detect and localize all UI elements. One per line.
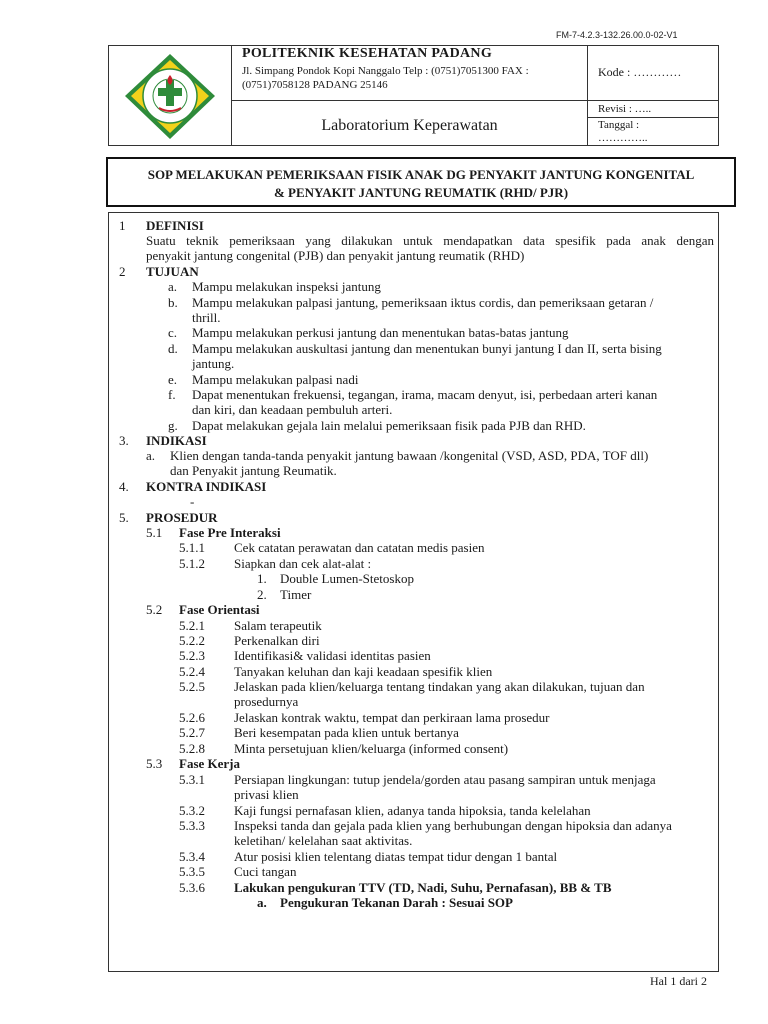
document-title	[106, 157, 736, 207]
list-item: Klien dengan tanda-tanda penyakit jantung bawaan /kongenital (VSD, ASD, PDA, TOF dll)	[170, 448, 649, 463]
step-text: Siapkan dan cek alat-alat :	[234, 556, 372, 571]
step-text: Kaji fungsi pernafasan klien, adanya tanda hipoksia, tanda kelelahan	[234, 803, 591, 818]
step-number: 5.3.4	[179, 849, 205, 864]
step-number: 5.2.2	[179, 633, 205, 648]
step-text: Perkenalkan diri	[234, 633, 320, 648]
list-item: thrill.	[192, 310, 221, 325]
address-line-1: Jl. Simpang Pondok Kopi Nanggalo Telp : (0751)7051300 FAX :	[242, 65, 529, 77]
phase-number: 5.3	[146, 756, 163, 771]
list-item: Mampu melakukan palpasi jantung, pemeriksaan iktus cordis, dan pemeriksaan getaran /	[192, 295, 654, 310]
document-number: FM-7-4.2.3-132.26.00.0-02-V1	[556, 30, 678, 40]
step-text: Cuci tangan	[234, 864, 297, 879]
step-text: privasi klien	[234, 787, 299, 802]
list-item: Mampu melakukan auskultasi jantung dan menentukan bunyi jantung I dan II, serta bising	[192, 341, 662, 356]
list-marker: a.	[146, 448, 156, 463]
kode-field: Kode : …………	[588, 46, 718, 101]
section-title-prosedur: PROSEDUR	[146, 510, 218, 525]
sub-step-text: Pengukuran Tekanan Darah : Sesuai SOP	[280, 895, 513, 910]
step-text: Minta persetujuan klien/keluarga (informed consent)	[234, 741, 509, 756]
step-number: 5.1.2	[179, 556, 205, 571]
tool-number: 1.	[257, 571, 267, 586]
list-item: dan kiri, dan keadaan pembuluh arteri.	[192, 402, 393, 417]
list-item: Mampu melakukan perkusi jantung dan menentukan batas-batas jantung	[192, 325, 569, 340]
step-text: Lakukan pengukuran TTV (TD, Nadi, Suhu, Pernafasan), BB & TB	[234, 880, 612, 895]
step-number: 5.3.6	[179, 880, 205, 895]
list-item: Mampu melakukan inspeksi jantung	[192, 279, 381, 294]
tanggal-field	[588, 118, 718, 145]
definisi-text: Suatu teknik pemeriksaan yang dilakukan untuk mendapatkan data spesifik pada anak dengan	[146, 233, 714, 248]
list-item: jantung.	[192, 356, 235, 371]
title-line-2: & PENYAKIT JANTUNG REUMATIK (RHD/ PJR)	[273, 185, 569, 200]
tool-item: Timer	[280, 587, 312, 602]
section-title-definisi: DEFINISI	[146, 218, 204, 233]
step-text: Beri kesempatan pada klien untuk bertanya	[234, 725, 459, 740]
tool-item: Double Lumen-Stetoskop	[280, 571, 414, 586]
revisi-field: Revisi : …..	[588, 101, 718, 118]
list-marker: e.	[168, 372, 178, 387]
step-text: keletihan/ kelelahan saat aktivitas.	[234, 833, 413, 848]
step-text: Identifikasi& validasi identitas pasien	[234, 648, 431, 663]
title-line-1: SOP MELAKUKAN PEMERIKSAAN FISIK ANAK DG PENYAKIT JANTUNG KONGENITAL	[147, 167, 695, 182]
document-header	[108, 45, 719, 146]
step-number: 5.2.8	[179, 741, 205, 756]
section-title-kontra-indikasi: KONTRA INDIKASI	[146, 479, 267, 494]
step-number: 5.2.6	[179, 710, 205, 725]
step-number: 5.2.3	[179, 648, 205, 663]
step-text: prosedurnya	[234, 694, 299, 709]
phase-number: 5.2	[146, 602, 163, 617]
step-text: Inspeksi tanda dan gejala pada klien yang berhubungan dengan hipoksia dan adanya	[234, 818, 672, 833]
list-marker: a.	[168, 279, 178, 294]
step-number: 5.3.5	[179, 864, 205, 879]
section-title-indikasi: INDIKASI	[146, 433, 207, 448]
list-item: dan Penyakit jantung Reumatik.	[170, 463, 337, 478]
section-number: 5.	[119, 510, 129, 525]
phase-title-kerja: Fase Kerja	[179, 756, 241, 771]
step-number: 5.2.4	[179, 664, 205, 679]
step-number: 5.3.1	[179, 772, 205, 787]
list-marker: b.	[168, 295, 178, 310]
step-text: Salam terapeutik	[234, 618, 322, 633]
institution-name: POLITEKNIK KESEHATAN PADANG	[242, 46, 493, 61]
kontra-indikasi-value: -	[190, 494, 195, 509]
step-text: Persiapan lingkungan: tutup jendela/gorden atau pasang sampiran untuk menjaga	[234, 772, 656, 787]
section-number: 2	[119, 264, 126, 279]
step-number: 5.3.3	[179, 818, 205, 833]
institution-logo	[109, 46, 231, 146]
step-number: 5.2.5	[179, 679, 205, 694]
list-marker: g.	[168, 418, 178, 433]
step-number: 5.1.1	[179, 540, 205, 555]
section-title-tujuan: TUJUAN	[146, 264, 199, 279]
phase-title-pre-interaksi: Fase Pre Interaksi	[179, 525, 281, 540]
laboratory-title: Laboratorium Keperawatan	[232, 101, 588, 145]
step-number: 5.2.1	[179, 618, 205, 633]
step-number: 5.3.2	[179, 803, 205, 818]
page-number: Hal 1 dari 2	[650, 974, 707, 988]
list-marker: d.	[168, 341, 178, 356]
step-text: Cek catatan perawatan dan catatan medis pasien	[234, 540, 485, 555]
logo-cell	[109, 46, 232, 145]
section-number: 4.	[119, 479, 129, 494]
list-item: Mampu melakukan palpasi nadi	[192, 372, 359, 387]
tool-number: 2.	[257, 587, 267, 602]
step-number: 5.2.7	[179, 725, 205, 740]
phase-number: 5.1	[146, 525, 163, 540]
sop-content	[108, 212, 719, 972]
section-number: 3.	[119, 433, 129, 448]
institution-cell	[232, 46, 588, 101]
tanggal-value: …………..	[598, 132, 648, 144]
step-text: Jelaskan kontrak waktu, tempat dan perkiraan lama prosedur	[234, 710, 550, 725]
list-marker: f.	[168, 387, 176, 402]
phase-title-orientasi: Fase Orientasi	[179, 602, 260, 617]
section-number: 1	[119, 218, 126, 233]
step-text: Jelaskan pada klien/keluarga tentang tindakan yang akan dilakukan, tujuan dan	[234, 679, 645, 694]
tanggal-label: Tanggal :	[598, 119, 640, 131]
step-text: Atur posisi klien telentang diatas tempat tidur dengan 1 bantal	[234, 849, 558, 864]
address-line-2: (0751)7058128 PADANG 25146	[242, 79, 388, 91]
step-text: Tanyakan keluhan dan kaji keadaan spesifik klien	[234, 664, 493, 679]
list-item: Dapat melakukan gejala lain melalui pemeriksaan fisik pada PJB dan RHD.	[192, 418, 586, 433]
list-item: Dapat menentukan frekuensi, tegangan, irama, macam denyut, isi, perbedaan arteri kanan	[192, 387, 658, 402]
definisi-text: penyakit jantung congenital (PJB) dan penyakit jantung reumatik (RHD)	[146, 248, 525, 263]
sub-step-marker: a.	[257, 895, 267, 910]
list-marker: c.	[168, 325, 178, 340]
